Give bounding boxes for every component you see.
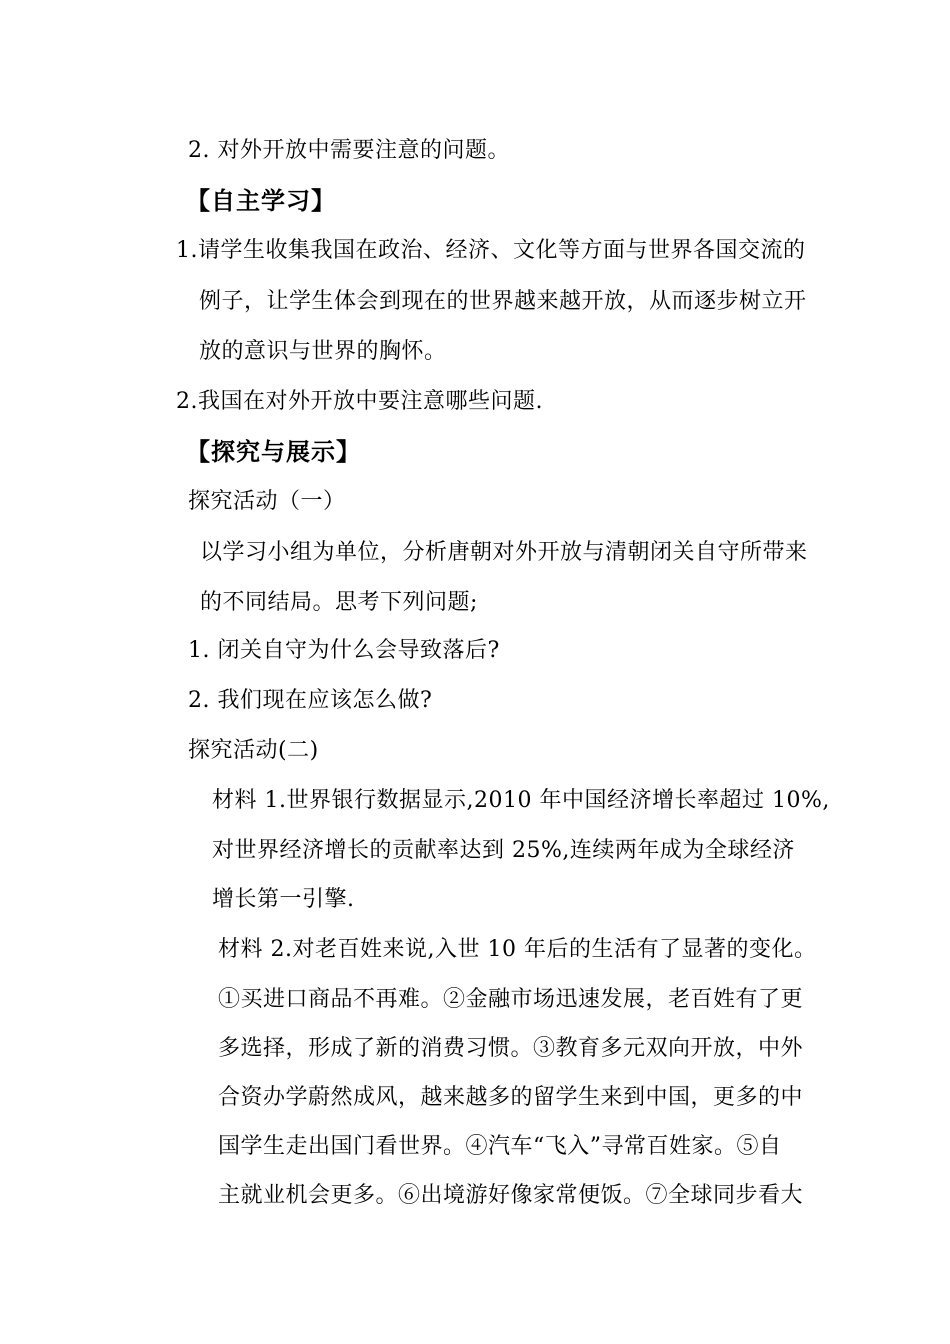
- activity-1-question-1: 1. 闭关自守为什么会导致落后?: [188, 638, 500, 663]
- self-study-item-1-line-3: 放的意识与世界的胸怀。: [199, 339, 447, 364]
- activity-1-desc-line-2: 的不同结局。思考下列问题;: [200, 590, 478, 615]
- self-study-item-1-line-2: 例子，让学生体会到现在的世界越来越开放，从而逐步树立开: [199, 289, 807, 314]
- self-study-item-1-line-1: 1.请学生收集我国在政治、经济、文化等方面与世界各国交流的: [176, 238, 806, 263]
- material-2-line-1: 材料 2.对老百姓来说,入世 10 年后的生活有了显著的变化。: [218, 937, 817, 962]
- material-1-line-1: 材料 1.世界银行数据显示,2010 年中国经济增长率超过 10%,: [212, 788, 830, 813]
- self-study-item-2: 2.我国在对外开放中要注意哪些问题.: [176, 389, 543, 414]
- material-2-line-5: 国学生走出国门看世界。④汽车“飞入”寻常百姓家。⑤自: [218, 1134, 782, 1159]
- explore-heading: 【探究与展示】: [186, 438, 361, 466]
- material-1-line-3: 增长第一引擎.: [212, 887, 355, 912]
- activity-1-desc-line-1: 以学习小组为单位，分析唐朝对外开放与清朝闭关自守所带来: [200, 540, 808, 565]
- material-2-line-3: 多选择，形成了新的消费习惯。③教育多元双向开放，中外: [218, 1036, 804, 1061]
- material-2-line-6: 主就业机会更多。⑥出境游好像家常便饭。⑦全球同步看大: [218, 1183, 804, 1208]
- material-2-line-4: 合资办学蔚然成风，越来越多的留学生来到中国，更多的中: [218, 1085, 804, 1110]
- material-2-line-2: ①买进口商品不再难。②金融市场迅速发展，老百姓有了更: [218, 987, 804, 1012]
- self-study-heading: 【自主学习】: [186, 187, 336, 215]
- intro-item-2: 2. 对外开放中需要注意的问题。: [188, 138, 510, 163]
- activity-2-title: 探究活动(二): [188, 738, 319, 763]
- activity-1-title: 探究活动（一）: [188, 489, 346, 514]
- material-1-line-2: 对世界经济增长的贡献率达到 25%,连续两年成为全球经济: [212, 838, 795, 863]
- activity-1-question-2: 2. 我们现在应该怎么做?: [188, 688, 433, 713]
